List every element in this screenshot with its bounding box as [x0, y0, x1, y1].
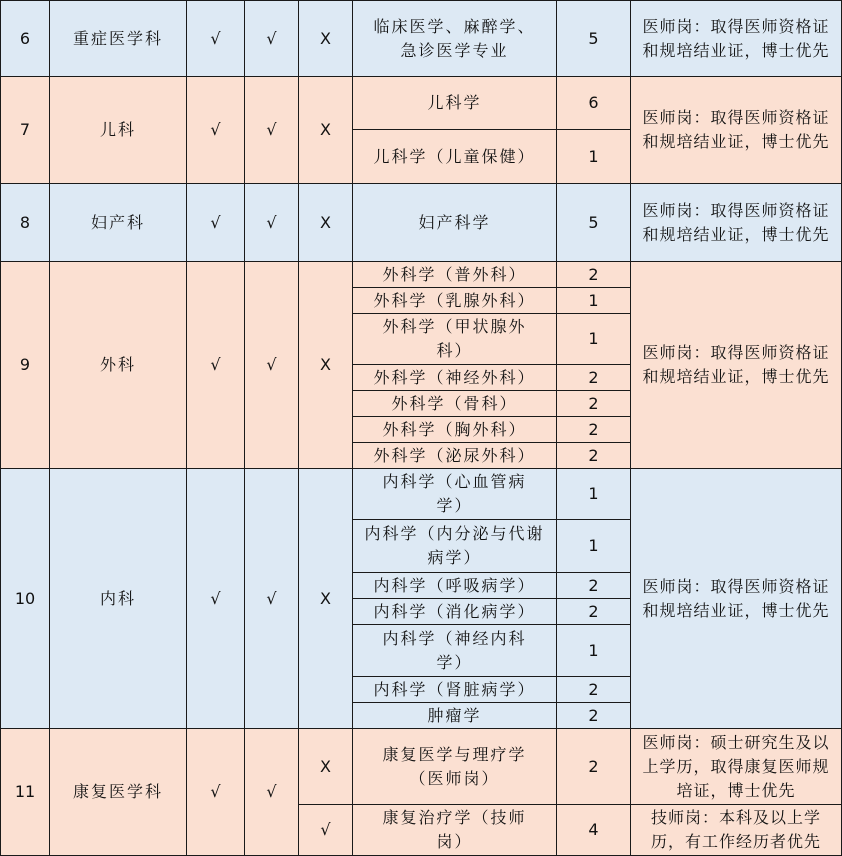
major-name: 外科学（泌尿外科）	[353, 443, 557, 469]
headcount: 1	[557, 625, 631, 677]
check-mark: √	[187, 469, 245, 729]
major-name: 肿瘤学	[353, 703, 557, 729]
major-name: 内科学（呼吸病学）	[353, 573, 557, 599]
requirement-text: 技师岗：本科及以上学历，有工作经历者优先	[631, 805, 842, 856]
major-name: 外科学（乳腺外科）	[353, 288, 557, 314]
headcount: 2	[557, 443, 631, 469]
headcount: 6	[557, 77, 631, 130]
headcount: 4	[557, 805, 631, 856]
department-name: 康复医学科	[50, 729, 187, 856]
headcount: 2	[557, 365, 631, 391]
headcount: 1	[557, 288, 631, 314]
requirement-text: 医师岗：取得医师资格证和规培结业证，博士优先	[631, 77, 842, 184]
cross-mark: X	[299, 184, 353, 262]
headcount: 1	[557, 314, 631, 365]
headcount: 1	[557, 520, 631, 573]
headcount: 2	[557, 573, 631, 599]
major-name: 内科学（神经内科学）	[353, 625, 557, 677]
headcount: 2	[557, 729, 631, 805]
cross-mark: X	[299, 1, 353, 77]
major-name: 儿科学（儿童保健）	[353, 130, 557, 184]
row-number: 6	[1, 1, 50, 77]
check-mark: √	[245, 262, 299, 469]
check-mark: √	[245, 184, 299, 262]
check-mark: √	[187, 729, 245, 856]
requirement-text: 医师岗：硕士研究生及以上学历，取得康复医师规培证，博士优先	[631, 729, 842, 805]
major-name: 内科学（肾脏病学）	[353, 677, 557, 703]
table-row	[1, 262, 842, 288]
row-number: 9	[1, 262, 50, 469]
cross-mark: X	[299, 469, 353, 729]
major-name: 儿科学	[353, 77, 557, 130]
row-number: 11	[1, 729, 50, 856]
check-mark: √	[245, 1, 299, 77]
check-mark: √	[245, 729, 299, 856]
major-name: 内科学（消化病学）	[353, 599, 557, 625]
headcount: 5	[557, 184, 631, 262]
row-number: 8	[1, 184, 50, 262]
major-name: 外科学（神经外科）	[353, 365, 557, 391]
table-row	[1, 77, 842, 130]
requirement-text: 医师岗：取得医师资格证和规培结业证，博士优先	[631, 262, 842, 469]
check-mark: √	[245, 77, 299, 184]
table-row	[1, 729, 842, 805]
major-name: 外科学（甲状腺外科）	[353, 314, 557, 365]
check-mark: √	[187, 262, 245, 469]
department-name: 妇产科	[50, 184, 187, 262]
table-row	[1, 469, 842, 520]
check-mark: √	[187, 184, 245, 262]
headcount: 5	[557, 1, 631, 77]
requirement-text: 医师岗：取得医师资格证和规培结业证，博士优先	[631, 469, 842, 729]
table-row	[1, 184, 842, 262]
major-name: 临床医学、麻醉学、急诊医学专业	[353, 1, 557, 77]
headcount: 2	[557, 417, 631, 443]
cross-mark: X	[299, 729, 353, 805]
table-row	[1, 1, 842, 77]
major-name: 康复治疗学（技师岗）	[353, 805, 557, 856]
cross-mark: X	[299, 262, 353, 469]
requirement-text: 医师岗：取得医师资格证和规培结业证，博士优先	[631, 184, 842, 262]
headcount: 2	[557, 677, 631, 703]
major-name: 外科学（胸外科）	[353, 417, 557, 443]
major-name: 外科学（普外科）	[353, 262, 557, 288]
department-name: 外科	[50, 262, 187, 469]
major-name: 内科学（心血管病学）	[353, 469, 557, 520]
major-name: 内科学（内分泌与代谢病学）	[353, 520, 557, 573]
headcount: 2	[557, 391, 631, 417]
major-name: 外科学（骨科）	[353, 391, 557, 417]
headcount: 1	[557, 130, 631, 184]
row-number: 10	[1, 469, 50, 729]
major-name: 妇产科学	[353, 184, 557, 262]
department-name: 内科	[50, 469, 187, 729]
cross-mark: X	[299, 77, 353, 184]
headcount: 1	[557, 469, 631, 520]
check-mark: √	[187, 77, 245, 184]
check-mark: √	[187, 1, 245, 77]
headcount: 2	[557, 703, 631, 729]
headcount: 2	[557, 599, 631, 625]
major-name: 康复医学与理疗学（医师岗）	[353, 729, 557, 805]
requirement-text: 医师岗：取得医师资格证和规培结业证，博士优先	[631, 1, 842, 77]
headcount: 2	[557, 262, 631, 288]
row-number: 7	[1, 77, 50, 184]
department-name: 重症医学科	[50, 1, 187, 77]
check-mark: √	[245, 469, 299, 729]
check-mark: √	[299, 805, 353, 856]
department-name: 儿科	[50, 77, 187, 184]
